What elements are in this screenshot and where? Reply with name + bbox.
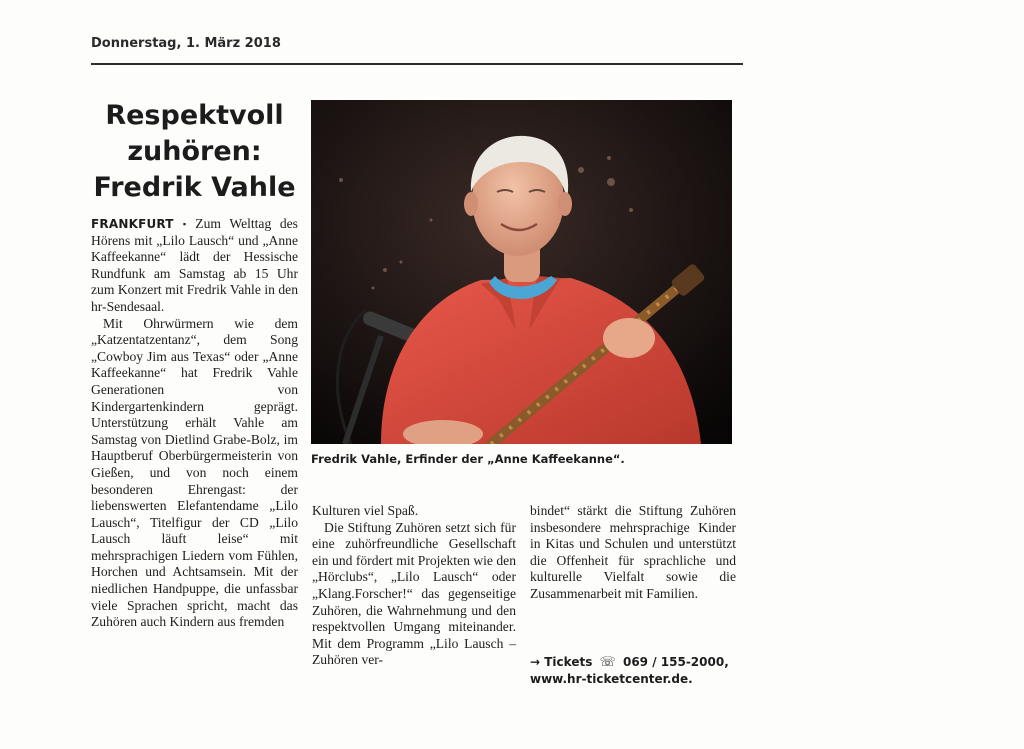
paragraph-1: Zum Welttag des Hörens mit „Lilo Lausch“ und „Anne Kaffeekanne“ lädt der Hessische Rundfunk am Samstag ab 15 Uhr zum Konzert mit Fredrik Vahle in den hr-Sendesaal.: [91, 216, 298, 314]
issue-date: Donnerstag, 1. März 2018: [91, 36, 281, 51]
bullet-icon: ▪: [177, 219, 192, 229]
tickets-label: Tickets: [544, 655, 593, 669]
telephone-icon: ☏: [599, 655, 616, 670]
arrow-right-icon: →: [530, 655, 541, 669]
paragraph-3: Die Stiftung Zuhören setzt sich für eine zuhörfreundliche Gesellschaft ein und fördert mit Projekten wie den „Hörclubs“, „Lilo Lausch“ oder „Klang.Forscher!“ das gegenseitige Zuhören, die Wahrnehmung und den respektvollen Umgang miteinander. Mit dem Programm „Lilo Lausch – Zuhören ver-: [312, 519, 516, 668]
article-column-2: [312, 503, 516, 669]
ticket-info: [530, 654, 745, 688]
photo-caption: Fredrik Vahle, Erfinder der „Anne Kaffeekanne“.: [311, 452, 625, 466]
headline-line-1: Respektvoll: [105, 100, 284, 131]
ticket-phone-number: 069 / 155-2000,: [622, 655, 729, 669]
article-column-1: [91, 216, 298, 631]
headline-line-2: zuhören:: [127, 136, 262, 167]
photo-fredrik-vahle: [311, 100, 732, 444]
ticket-phone-line: [530, 654, 745, 671]
article-photo: [311, 100, 732, 444]
article-column-3: [530, 503, 736, 603]
headline-line-3: Fredrik Vahle: [93, 172, 296, 203]
ticket-website: www.hr-ticketcenter.de.: [530, 672, 693, 686]
column-3-continuation: bindet“ stärkt die Stiftung Zuhören insbesondere mehrsprachige Kinder in Kitas und Schulen und unterstützt die Offenheit für sprachliche und kulturelle Vielfalt sowie die Zusammenarbeit mit Familien.: [530, 503, 736, 601]
lead-paragraph: [91, 216, 298, 316]
city-dateline: FRANKFURT: [91, 217, 174, 231]
paragraph-2: Mit Ohrwürmern wie dem „Katzentatzentanz“, dem Song „Cowboy Jim aus Texas“ oder „Anne Kaffeekanne“ hat Fredrik Vahle Generationen von Kindergartenkindern geprägt. Unterstützung erhält Vahle am Samstag von Dietlind Grabe-Bolz, im Hauptberuf Oberbürgermeisterin von Gießen, und von noch einem besonderen Ehrengast: der liebenswerten Elefantendame „Lilo Lausch“, Titelfigur der CD „Lilo Lausch läuft leise“ mit mehrsprachigen Liedern vom Fühlen, Horchen und Achtsamsein. Mit der niedlichen Handpuppe, die unfassbar viele Sprachen spricht, macht das Zuhören auch Kindern aus fremden: [91, 315, 298, 630]
article-headline: [91, 98, 298, 206]
header-rule: [91, 63, 743, 65]
column-2-continuation: Kulturen viel Spaß.: [312, 503, 419, 518]
